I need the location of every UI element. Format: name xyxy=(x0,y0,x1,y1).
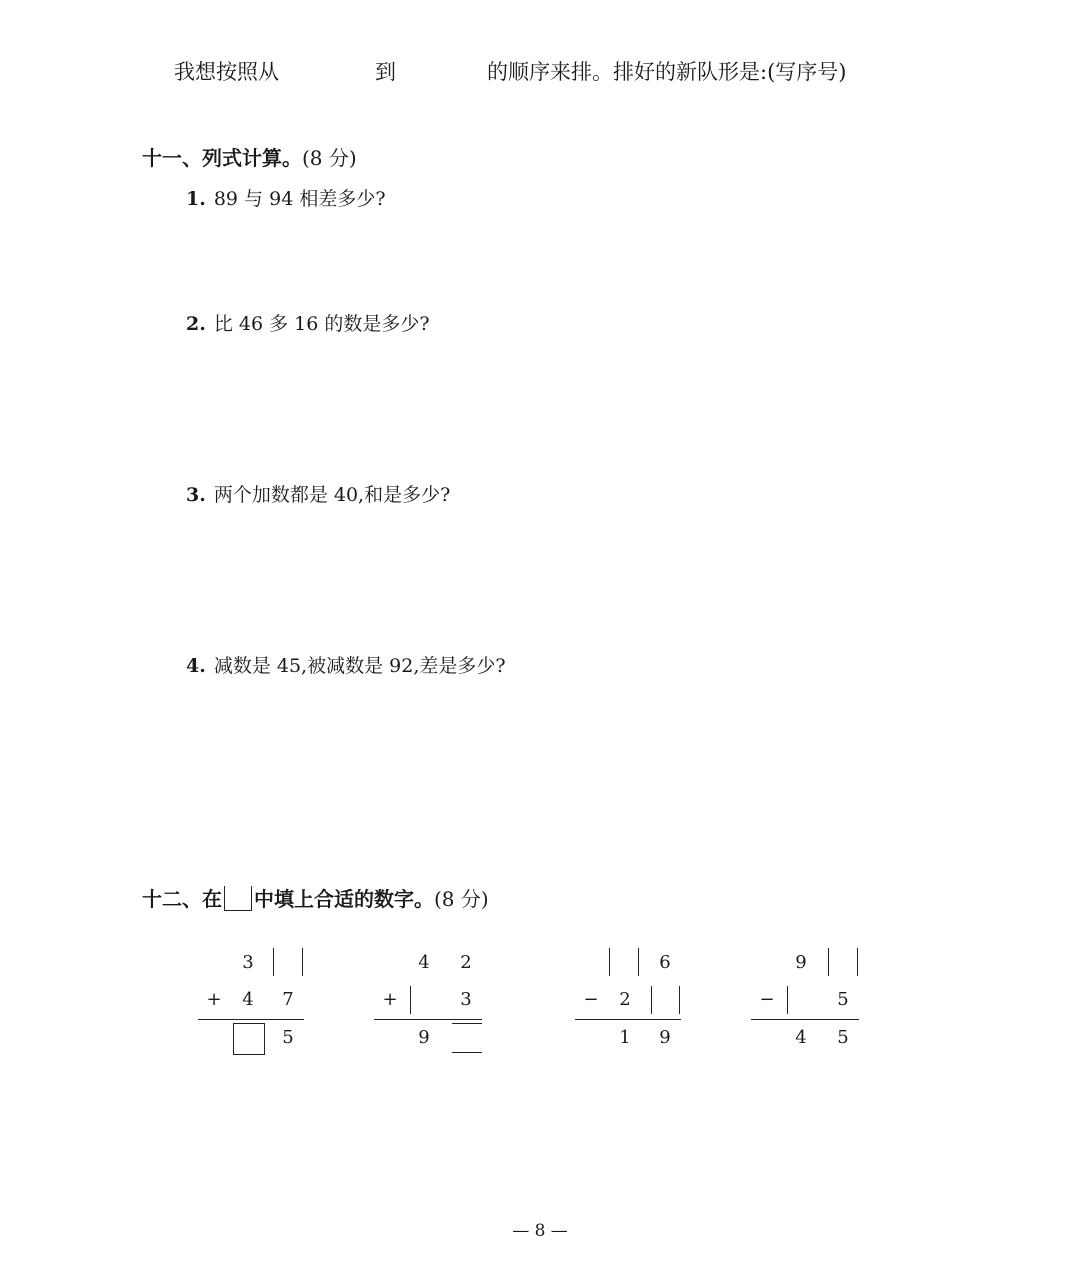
question-4 xyxy=(186,651,506,678)
order-sentence-part2: 到 xyxy=(375,60,396,84)
digit: 2 xyxy=(619,989,631,1010)
digit: 1 xyxy=(619,1027,631,1048)
digit: 5 xyxy=(837,989,849,1010)
section-11-score: (8 分) xyxy=(302,146,357,170)
question-3-text: 两个加数都是 40,和是多少? xyxy=(213,484,451,506)
blank-cell[interactable] xyxy=(638,948,639,976)
question-1 xyxy=(186,184,386,211)
digit: 4 xyxy=(418,952,430,973)
digit: 9 xyxy=(418,1027,430,1048)
blank-cell[interactable] xyxy=(857,948,858,976)
sum-line xyxy=(374,1019,482,1020)
digit: 3 xyxy=(242,952,254,973)
blank-box-symbol xyxy=(224,886,252,911)
digit: 3 xyxy=(460,989,472,1010)
question-3 xyxy=(186,480,450,507)
section-12-score: (8 分) xyxy=(434,887,489,911)
operator: + xyxy=(206,989,222,1010)
blank-cell[interactable] xyxy=(452,1052,482,1053)
blank-cell-top xyxy=(452,1023,482,1024)
digit: 5 xyxy=(837,1027,849,1048)
order-sentence-part3: 的顺序来排。排好的新队形是:(写序号) xyxy=(487,60,847,84)
digit: 9 xyxy=(795,952,807,973)
question-1-number: 1. xyxy=(186,188,206,210)
operator: + xyxy=(382,989,398,1010)
vertical-problem-1 xyxy=(196,946,316,1056)
question-3-number: 3. xyxy=(186,484,206,506)
question-4-number: 4. xyxy=(186,655,206,677)
blank-cell[interactable] xyxy=(787,986,788,1014)
page-number: — 8 — xyxy=(512,1221,568,1241)
blank-cell[interactable] xyxy=(410,986,411,1014)
blank-cell[interactable] xyxy=(679,986,680,1014)
operator: − xyxy=(583,989,599,1010)
question-2-text: 比 46 多 16 的数是多少? xyxy=(213,313,430,335)
vertical-problem-3 xyxy=(573,946,693,1056)
vertical-problem-2 xyxy=(374,946,494,1056)
difference-line xyxy=(575,1019,681,1020)
question-2-number: 2. xyxy=(186,313,206,335)
section-12-title-post: 中填上合适的数字。 xyxy=(254,887,434,911)
vertical-problem-4 xyxy=(751,946,871,1056)
digit: 9 xyxy=(659,1027,671,1048)
operator: − xyxy=(759,989,775,1010)
blank-cell[interactable] xyxy=(302,948,303,976)
blank-cell[interactable] xyxy=(651,986,652,1014)
section-12-title-pre: 十二、在 xyxy=(142,887,222,911)
answer-box[interactable] xyxy=(233,1023,265,1055)
section-11-title: 十一、列式计算。 xyxy=(142,146,302,170)
question-1-text: 89 与 94 相差多少? xyxy=(213,188,386,210)
blank-cell[interactable] xyxy=(828,948,829,976)
difference-line xyxy=(751,1019,859,1020)
section-12-heading xyxy=(142,883,489,912)
digit: 2 xyxy=(460,952,472,973)
digit: 4 xyxy=(242,989,254,1010)
section-11-heading xyxy=(142,142,357,171)
question-2 xyxy=(186,309,430,336)
question-4-text: 减数是 45,被减数是 92,差是多少? xyxy=(213,655,506,677)
digit: 5 xyxy=(282,1027,294,1048)
digit: 7 xyxy=(282,989,294,1010)
digit: 4 xyxy=(795,1027,807,1048)
sum-line xyxy=(198,1019,304,1020)
digit: 6 xyxy=(659,952,671,973)
blank-cell[interactable] xyxy=(273,948,274,976)
blank-cell[interactable] xyxy=(609,948,610,976)
order-sentence-part1: 我想按照从 xyxy=(174,60,279,84)
